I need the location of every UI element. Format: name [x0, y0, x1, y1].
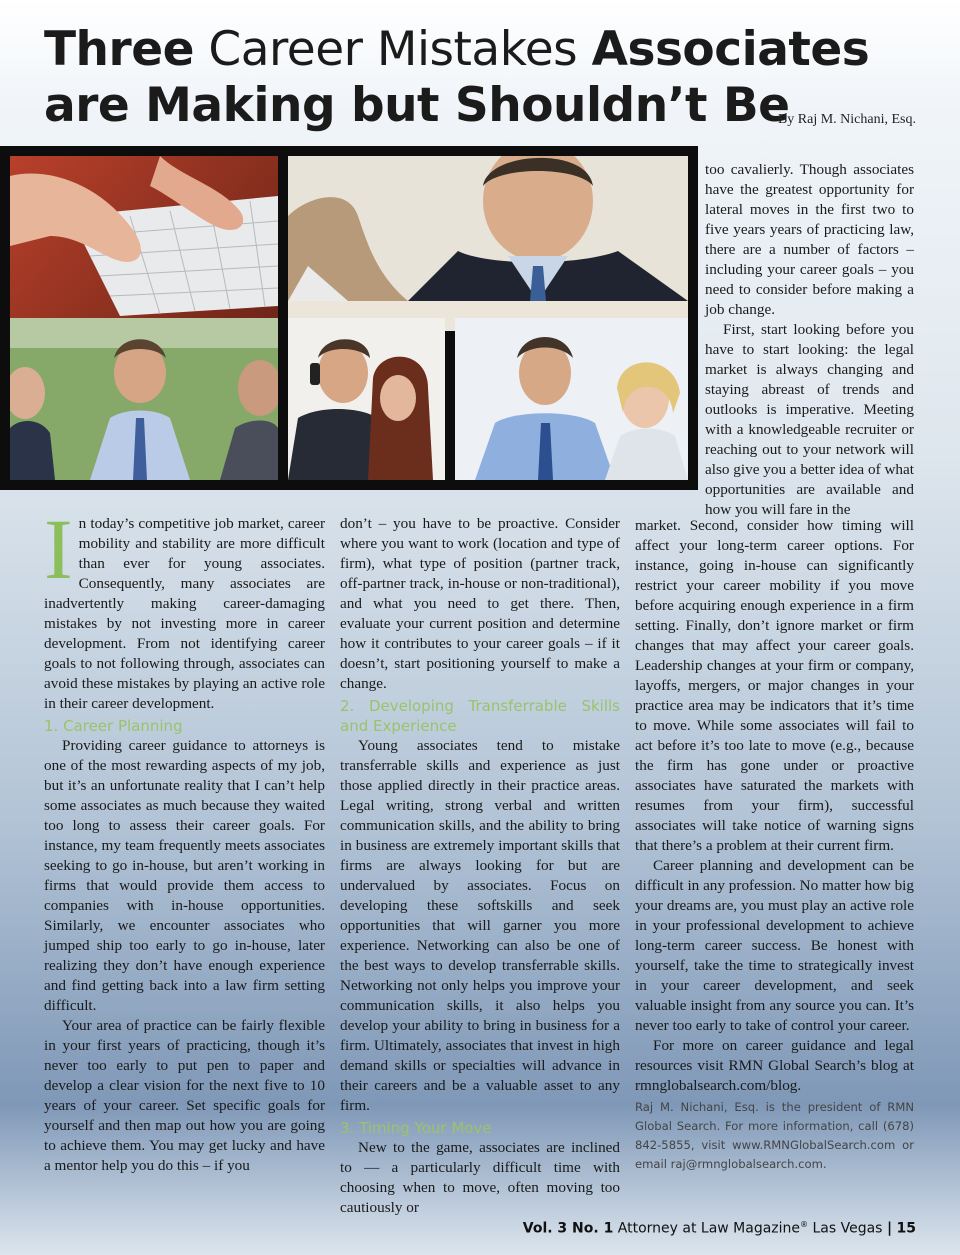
- drop-cap: I: [44, 501, 73, 597]
- paragraph-timing-2: too cavalierly. Though associates have the greatest opportunity for lateral moves in the first two to five years years of practicing law, there are a number of factors – including your career goals – you need to consider before making a job change.: [705, 161, 914, 318]
- column-1: [44, 501, 325, 1176]
- photo-collage: [0, 146, 698, 490]
- magazine-city: Las Vegas: [812, 1220, 883, 1237]
- intro-paragraph: n today’s competitive job market, career mobility and stability are more difficult than ever for young associates. Consequently, many associates are inadvertently making career-damaging mistakes by not investing more in career development. From not identifying career goals to not following through, associates can avoid these mistakes by playing an active role in their career development.: [44, 515, 325, 712]
- title-line-2: are Making but Shouldn’t Be: [44, 78, 790, 133]
- photo-man-and-woman: [455, 318, 688, 480]
- magazine-name: Attorney at Law Magazine: [617, 1220, 801, 1237]
- byline: By Raj M. Nichani, Esq.: [777, 112, 916, 127]
- photo-business-group: [10, 318, 278, 480]
- issue-volume: Vol. 3 No. 1: [522, 1220, 614, 1237]
- paragraph-transferrable-skills: Young associates tend to mistake transferrable skills and experience as just those applied directly in their practice areas. Legal writing, strong verbal and written communication skills, and the ability to bring in business are extremely important skills that firms are always looking for but are undervalued by associates. Focus on developing these softskills and seek opportunities that will garner you more experience. Networking can also be one of the best ways to develop transferrable skills. Networking not only helps you improve your communication skills, it also helps you develop your ability to bring in business for a firm. Ultimately, associates that invest in high demand skills or specialties will advance in their careers and be a valuable asset to any firm.: [340, 737, 620, 1114]
- paragraph-career-planning-1: Providing career guidance to attorneys is one of the most rewarding aspects of my job, but it’s an unfortunate reality that I can’t help some associates as much because they waited too long to assess their career goals. For instance, my team frequently meets associates seeking to go in-house, but aren’t working in firms that would provide them access to companies with in-house opportunities. Similarly, we encounter associates who jumped ship too early to go in-house, later realizing they don’t have enough experience and find getting back into a law firm setting difficult.: [44, 737, 325, 1014]
- paragraph-timing-3: First, start looking before you have to start looking: the legal market is always changing and staying abreast of trends and outlooks is imperative. Meeting with a knowledgeable recruiter or reaching out to your network will also give you a better idea of what opportunities are available and how you will fare in the: [705, 321, 914, 518]
- paragraph-career-planning-2: Your area of practice can be fairly flexible in your first years of practicing, though it’s never too early to put pen to paper and develop a clear vision for the next five to 10 years of your career. Set specific goals for yourself and then map out how you are going to achieve them. You may get lucky and have a mentor help you do this – if you: [44, 1017, 325, 1174]
- column-3-upper: [705, 160, 914, 520]
- paragraph-career-planning-3: don’t – you have to be proactive. Consider where you want to work (location and type of firm), what type of position (partner track, off-partner track, in-house or non-traditional), and what you need to get there. Then, evaluate your current position and determine how it contributes to your career goals – if it doesn’t, start positioning yourself to make a change.: [340, 515, 620, 692]
- footer-separator: |: [886, 1220, 893, 1237]
- registered-mark: ®: [800, 1220, 809, 1229]
- paragraph-resources: For more on career guidance and legal resources visit RMN Global Search’s blog at rmnglobalsearch.com/blog.: [635, 1037, 914, 1094]
- title-word-associates: Associates: [591, 22, 870, 77]
- heading-timing-your-move: 3. Timing Your Move: [340, 1119, 492, 1137]
- author-bio: Raj M. Nichani, Esq. is the president of RMN Global Search. For more information, call (678) 842-5855, visit www.RMNGlobalSearch.com or email raj@rmnglobalsearch.com.: [635, 1100, 914, 1171]
- heading-career-planning: 1. Career Planning: [44, 717, 183, 735]
- column-2: [340, 514, 620, 1218]
- title-light-phrase: Career Mistakes: [193, 22, 592, 77]
- paragraph-timing-4: market. Second, consider how timing will affect your long-term career options. For instance, going in-house can significantly restrict your career mobility if you move before acquiring enough experience in a firm setting. Finally, don’t ignore market or firm changes that may affect your career goals. Leadership changes at your firm or company, layoffs, mergers, or major changes in your practice area may be indicators that it’s time to move. While some associates will fail to act before it’s too late to move (e.g., because the firm has gone under or proactive associates have saturated the markets with resumes from your firm), successful associates will take notice of warning signs that there’s a problem at their current firm.: [635, 517, 914, 854]
- paragraph-timing-1: New to the game, associates are inclined to — a particularly difficult time with choosing when to move, often moving too cautiously or: [340, 1139, 620, 1216]
- column-3-lower: [635, 516, 914, 1174]
- page-number: 15: [896, 1220, 916, 1237]
- title-word-three: Three: [44, 22, 194, 77]
- page-footer: [523, 1220, 916, 1237]
- heading-transferrable-skills: 2. Developing Transferrable Skills and Experience: [340, 697, 620, 735]
- paragraph-conclusion: Career planning and development can be difficult in any profession. No matter how big your dreams are, you must play an active role in your professional development to achieve long-term career success. Be honest with yourself, take the time to strategically invest in your career development, and seek valuable insight from any source you can. It’s never too early to take of control your career.: [635, 857, 914, 1034]
- photo-man-on-phone: [288, 318, 445, 480]
